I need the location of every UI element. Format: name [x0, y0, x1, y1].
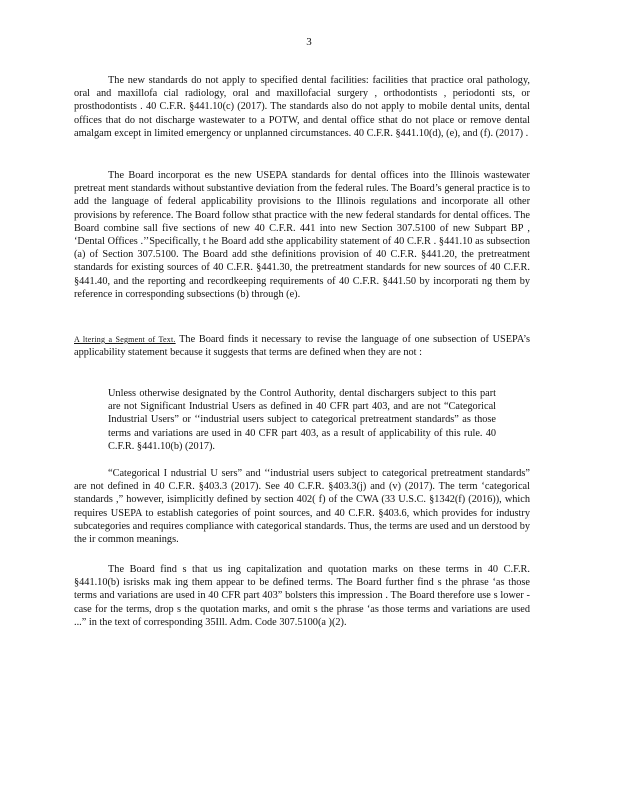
paragraph-text: The Board find s that us ing capitalization and quotation marks on these terms in 40 C.F.R. §441.10(b) isrisks mak ing them appear to be defined terms. The Board further find s the phrase ‘as those terms and variations are used in 40 CFR part 403” bolsters this impression . The Board therefore use s lower - case for the terms, drop s the quotation marks, and omit s the phrase ‘as those terms and variations are used ...” in the text of corresponding 35Ill. Adm. Code 307.5100(a )(2).	[74, 564, 530, 628]
paragraph-text: The new standards do not apply to specified dental facilities: facilities that practice oral pathology, oral and maxillofa cial radiology, oral and maxillofacial surgery , orthodontists , periodonti sts, or prosthodontists . 40 C.F.R. §441.10(c) (2017). The standards also do not apply to mobile dental units, dental offices that do not discharge wastewater to a POTW, and dental office sthat do not place or remove dental amalgam except in limited emergency or unplanned circumstances. 40 C.F.R. §441.10(d), (e), and (f). (2017) .	[74, 75, 530, 139]
paragraph-text: The Board incorporat es the new USEPA standards for dental offices into the Illinois wastewater pretreat ment standards without substantive deviation from the federal rules. The Board’s general practice is to add the language of federal applicability provisions to the Illinois regulations and incorporate all other provisions by reference. The Board follow sthat practice with the new federal standards for dental offices. The Board combine sall five sections of new 40 C.F.R. 441 into new Section 307.5100 of new Subpart BP , ‘Dental Offices .’’Specifically, t he Board add sthe applicability statement of 40 C.F.R . §441.10 as subsection (a) of Section 307.5100. The Board add sthe definitions provision of 40 C.F.R. §441.20, the pretreatment standards for existing sources of 40 C.F.R. §441.30, the pretreatment standards for new sources of 40 C.F.R. §441.40, and the reporting and recordkeeping requirements of 40 C.F.R. §441.50 by incorporati ng them by reference in corresponding subsections (b) through (e).	[74, 170, 530, 300]
paragraph-board-incorporates	[74, 169, 530, 301]
paragraph-categorical-terms	[74, 467, 530, 546]
paragraph-text: “Categorical I ndustrial U sers” and ‘‘industrial users subject to categorical pretreatment standards” are not defined in 40 C.F.R. §403.3 (2017). See 40 C.F.R. §403.3(j) and (v) (2017). The term ‘categorical standards ,” however, isimplicitly defined by section 402( f) of the CWA (33 U.S.C. §1342(f) (2016)), which requires USEPA to establish categories of point sources, and 40 C.F.R. §403.6, which provides for industry subcategories and requires compliance with categorical standards. Thus, the terms are used and un derstood by the ir common meanings.	[74, 468, 530, 546]
paragraph-text: The Board finds it necessary to revise the language of one subsection of USEPA’s applicability statement because it suggests that terms are defined when they are not :	[74, 334, 530, 359]
section-heading: A ltering a Segment of Text.	[74, 335, 176, 344]
paragraph-applicability-exemptions	[74, 74, 530, 140]
paragraph-capitalization	[74, 563, 530, 629]
paragraph-altering-segment	[74, 333, 530, 359]
block-quote: Unless otherwise designated by the Control Authority, dental dischargers subject to this part are not Significant Industrial Users as defined in 40 CFR part 403, and are not “Categorical Industrial Users” or ‘‘industrial users subject to categorical pretreatment standards” as those terms and variations are used in 40 CFR part 403, as a result of applicability of this rule. 40 C.F.R. §441.10(b) (2017).	[108, 388, 496, 452]
page-number: 3	[306, 36, 312, 48]
